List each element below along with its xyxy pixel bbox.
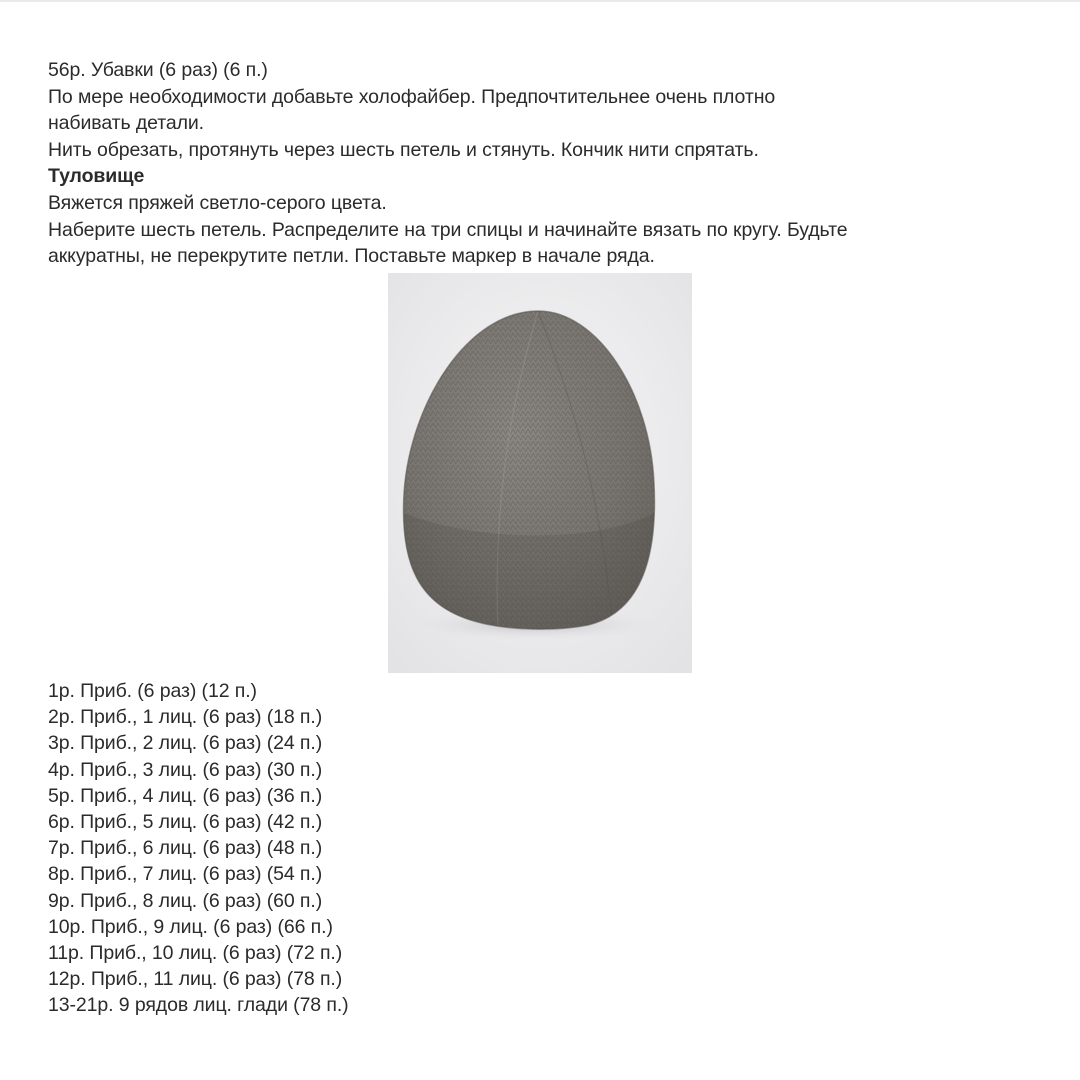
knitted-egg-illustration (388, 273, 692, 673)
cast-on-text-line-2: аккуратны, не перекрутите петли. Поставьте маркер в начале ряда. (48, 245, 655, 268)
list-item: 11р. Приб., 10 лиц. (6 раз) (72 п.) (48, 942, 343, 965)
row-56-text: 56р. Убавки (6 раз) (6 п.) (48, 59, 268, 81)
top-divider (0, 0, 1080, 2)
knitted-body-photo (388, 273, 692, 673)
list-item: 3р. Приб., 2 лиц. (6 раз) (24 п.) (48, 732, 323, 755)
stuffing-text-line-2: набивать детали. (48, 112, 204, 135)
list-item: 8р. Приб., 7 лиц. (6 раз) (54 п.) (48, 863, 323, 886)
list-item: 5р. Приб., 4 лиц. (6 раз) (36 п.) (48, 784, 323, 807)
list-item: 1р. Приб. (6 раз) (12 п.) (48, 680, 257, 702)
section-heading: Туловище (48, 165, 145, 188)
list-item: 6р. Приб., 5 лиц. (6 раз) (42 п.) (48, 811, 323, 834)
finish-text: Нить обрезать, протянуть через шесть петель и стянуть. Кончик нити спрятать. (48, 138, 759, 161)
yarn-text: Вяжется пряжей светло-серого цвета. (48, 191, 387, 214)
list-item: 12р. Приб., 11 лиц. (6 раз) (78 п.) (48, 968, 343, 991)
row-instructions-list (48, 678, 648, 1019)
instructions-block (48, 57, 1048, 270)
list-item: 2р. Приб., 1 лиц. (6 раз) (18 п.) (48, 706, 323, 729)
list-item: 13-21р. 9 рядов лиц. глади (78 п.) (48, 994, 349, 1017)
cast-on-text-line-1: Наберите шесть петель. Распределите на три спицы и начинайте вязать по кругу. Будьте (48, 218, 848, 241)
list-item: 4р. Приб., 3 лиц. (6 раз) (30 п.) (48, 758, 323, 781)
list-item: 9р. Приб., 8 лиц. (6 раз) (60 п.) (48, 889, 323, 912)
stuffing-text-line-1: По мере необходимости добавьте холофайбер. Предпочтительнее очень плотно (48, 85, 776, 108)
list-item: 7р. Приб., 6 лиц. (6 раз) (48 п.) (48, 837, 323, 860)
list-item: 10р. Приб., 9 лиц. (6 раз) (66 п.) (48, 915, 333, 938)
